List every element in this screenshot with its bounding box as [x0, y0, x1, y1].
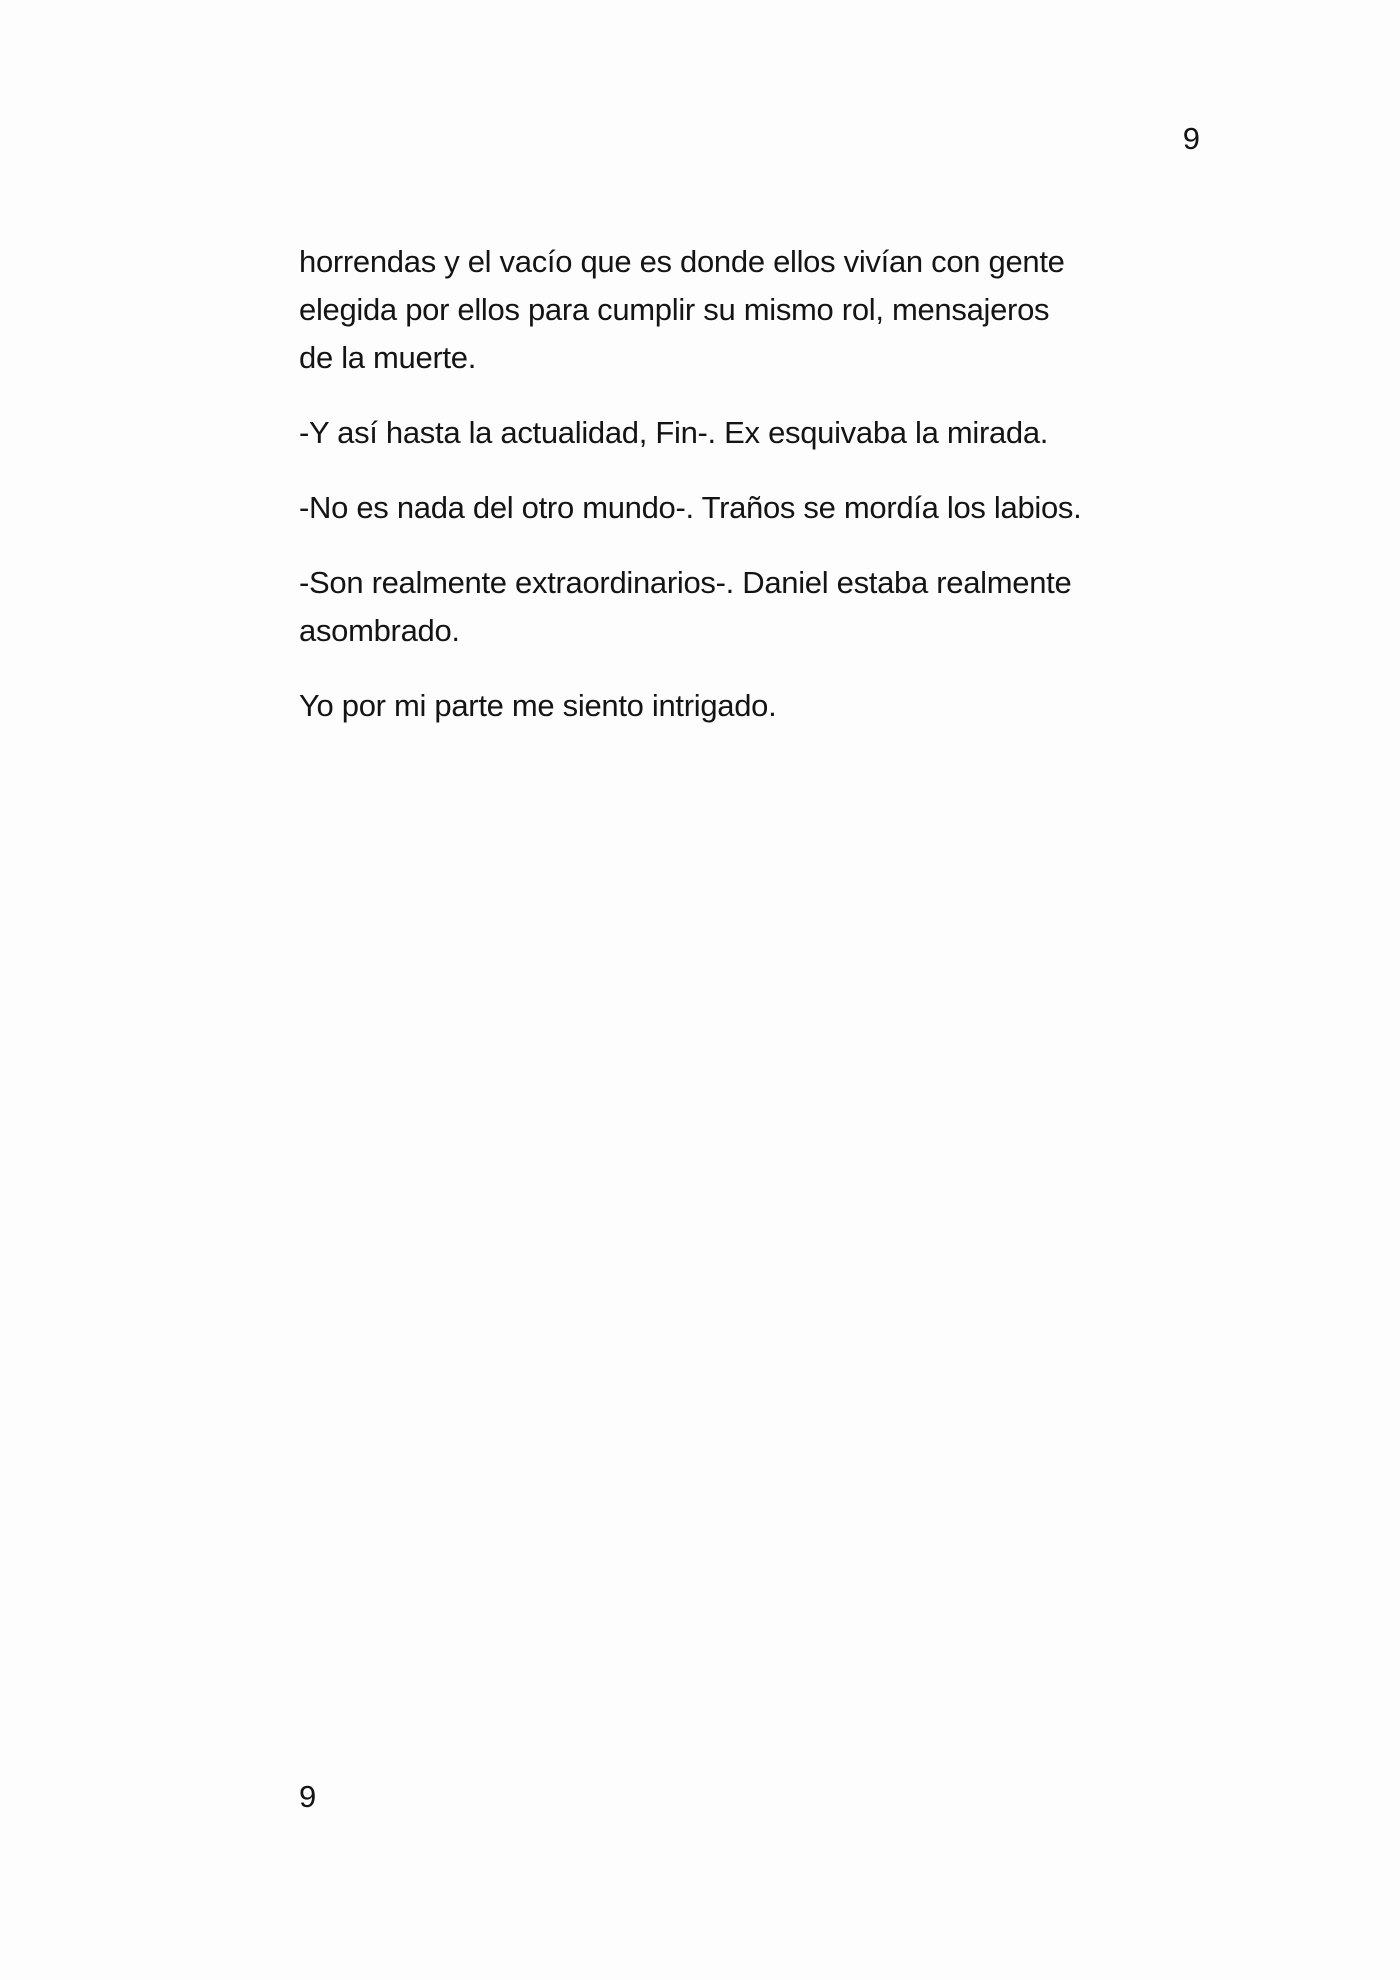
page-number-top: 9 — [1182, 121, 1200, 156]
paragraph-line: asombrado. — [299, 613, 460, 648]
paragraph-4 — [299, 559, 1179, 655]
paragraph-line: elegida por ellos para cumplir su mismo rol, mensajeros — [299, 292, 1050, 327]
paragraph-3 — [299, 484, 1179, 532]
paragraph-line: de la muerte. — [299, 340, 477, 375]
paragraph-line: -No es nada del otro mundo-. Traños se mordía los labios. — [299, 490, 1082, 525]
page-body-text — [299, 238, 1179, 757]
paragraph-line: -Y así hasta la actualidad, Fin-. Ex esquivaba la mirada. — [299, 415, 1049, 450]
paragraph-5 — [299, 682, 1179, 730]
paragraph-line: Yo por mi parte me siento intrigado. — [299, 688, 777, 723]
paragraph-1 — [299, 238, 1179, 382]
paragraph-line: -Son realmente extraordinarios-. Daniel estaba realmente — [299, 565, 1072, 600]
page-number-bottom: 9 — [299, 1779, 317, 1814]
paragraph-line: horrendas y el vacío que es donde ellos vivían con gente — [299, 244, 1065, 279]
paragraph-2 — [299, 409, 1179, 457]
